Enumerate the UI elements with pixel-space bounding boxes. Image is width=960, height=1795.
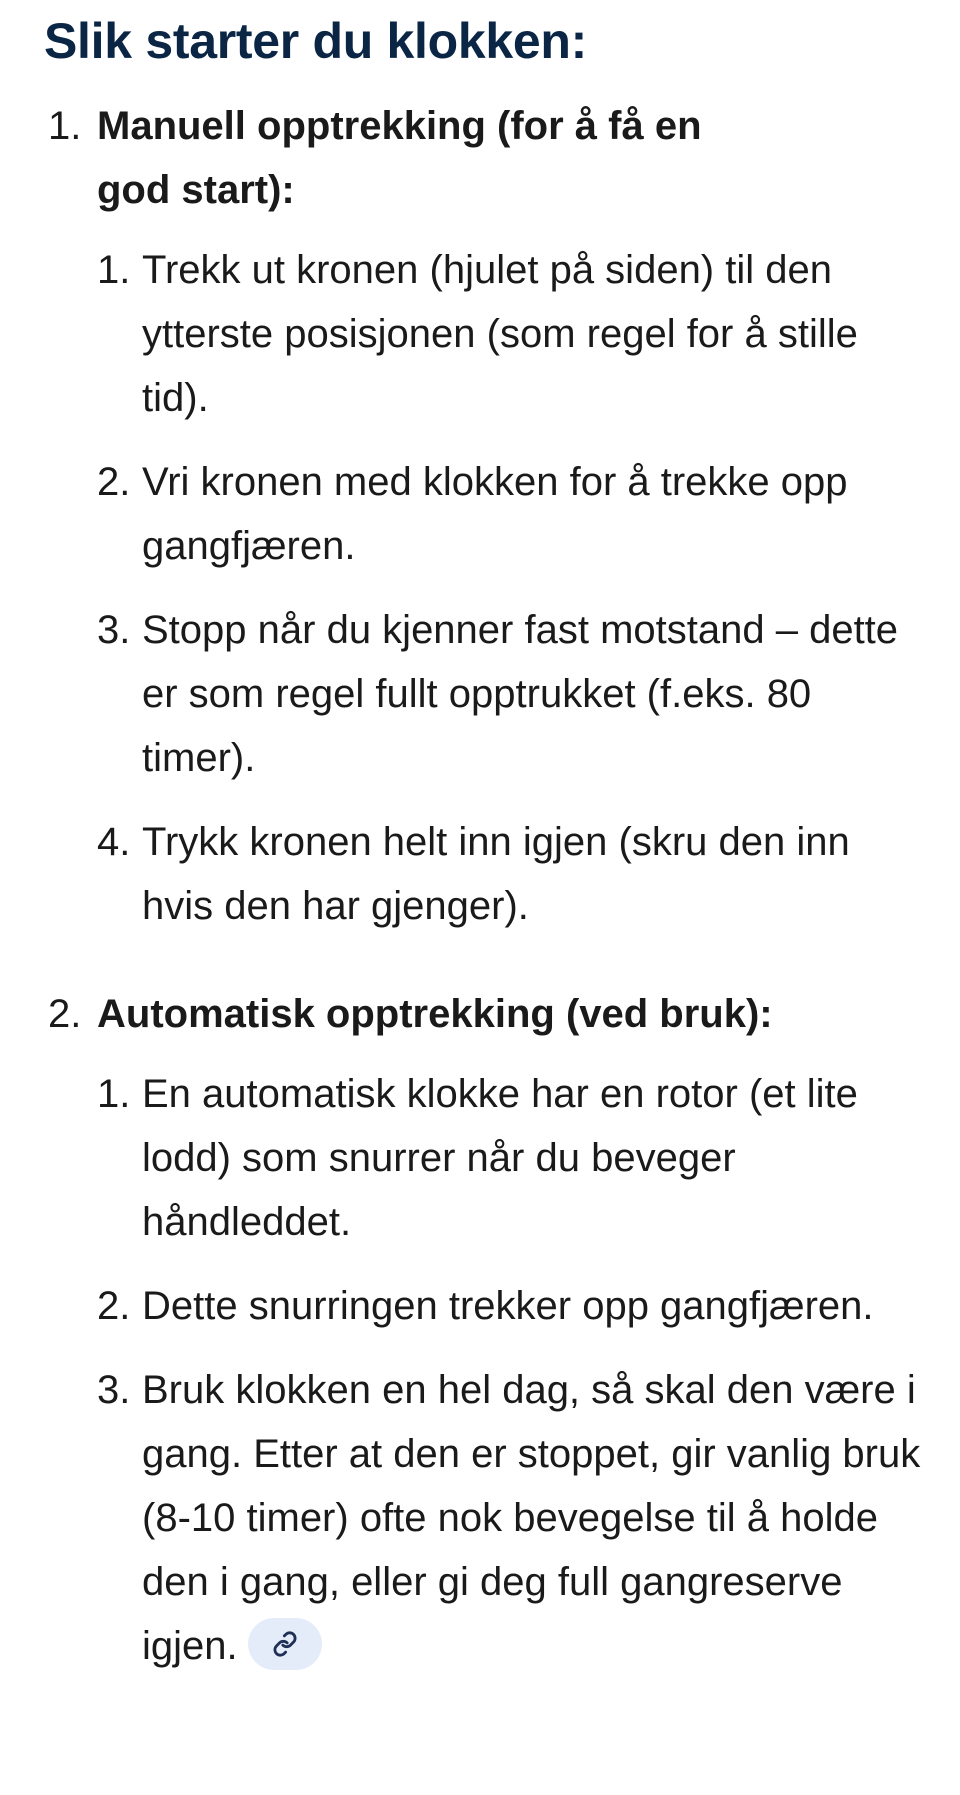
section-number: 1. xyxy=(48,104,82,148)
list-item xyxy=(97,810,924,938)
step-text: Trykk kronen helt inn igjen (skru den inn hvis den har gjenger). xyxy=(142,820,850,928)
step-text: En automatisk klokke har en rotor (et lite lodd) som snurrer når du beveger håndleddet. xyxy=(142,1072,858,1244)
step-number: 3. xyxy=(97,608,131,652)
step-number: 2. xyxy=(97,1284,131,1328)
list-item xyxy=(97,1274,924,1338)
step-text: Stopp når du kjenner fast motstand – dette er som regel fullt opptrukket (f.eks. 80 timer). xyxy=(142,608,899,780)
section-automatic-winding xyxy=(44,982,924,1678)
page-title: Slik starter du klokken: xyxy=(44,13,587,69)
step-number: 1. xyxy=(97,1072,131,1116)
list-item xyxy=(97,238,924,430)
step-text xyxy=(142,1358,924,1678)
source-link-button[interactable] xyxy=(248,1618,322,1670)
step-text-content: Bruk klokken en hel dag, så skal den være i gang. Etter at den er stoppet, gir vanlig bruk (8-10 timer) ofte nok bevegelse til å holde den i gang, eller gi deg full gangreserve igjen. xyxy=(142,1368,921,1668)
step-text: Vri kronen med klokken for å trekke opp gangfjæren. xyxy=(142,460,848,568)
link-icon xyxy=(272,1631,298,1657)
step-text: Trekk ut kronen (hjulet på siden) til den ytterste posisjonen (som regel for å stille tid). xyxy=(142,248,858,420)
list-item xyxy=(97,450,924,578)
section-title: Automatisk opptrekking (ved bruk): xyxy=(97,992,773,1036)
step-number: 3. xyxy=(97,1368,131,1412)
list-item xyxy=(97,1062,924,1254)
section-title: Manuell opptrekking (for å få en god start): xyxy=(97,104,702,212)
list-item xyxy=(97,1358,924,1678)
step-number: 2. xyxy=(97,460,131,504)
answer-content xyxy=(44,0,924,1678)
section-number: 2. xyxy=(48,992,82,1036)
step-text: Dette snurringen trekker opp gangfjæren. xyxy=(142,1284,874,1328)
section-manual-winding xyxy=(44,94,924,938)
list-item xyxy=(97,598,924,790)
step-number: 1. xyxy=(97,248,131,292)
step-number: 4. xyxy=(97,820,131,864)
